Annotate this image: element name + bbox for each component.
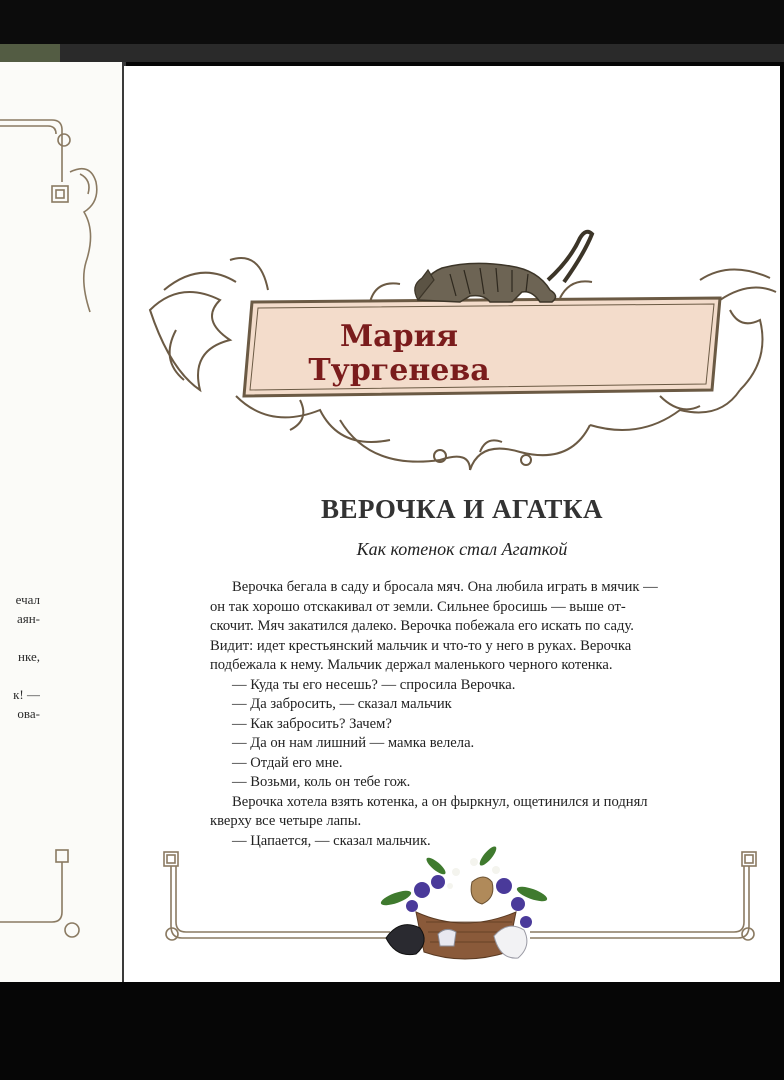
left-fragment: к! —	[13, 687, 40, 702]
left-page-text-fragments	[0, 590, 40, 723]
scan-top-shadow	[0, 44, 784, 62]
story-line: — Цапается, — сказал мальчик.	[232, 832, 431, 849]
story-line: — Отдай его мне.	[232, 754, 343, 771]
story-line: Видит: идет крестьянский мальчик и что-то у него в руках. Верочка	[210, 637, 632, 654]
story-line: — Да забросить, — сказал мальчик	[232, 696, 452, 712]
story-line: подбежала к нему. Мальчик держал маленького черного котенка.	[210, 657, 613, 673]
left-fragment	[0, 628, 40, 647]
author-name-last: Тургенева	[308, 353, 490, 388]
left-fragment: нке,	[18, 649, 40, 664]
left-fragment: ова-	[17, 706, 40, 721]
left-fragment	[0, 666, 40, 685]
story-line: Верочка бегала в саду и бросала мяч. Она любила играть в мячик —	[232, 579, 658, 595]
story-line: — Куда ты его несешь? — спросила Верочка.	[232, 676, 516, 693]
story-line: скочит. Мяч закатился далеко. Верочка побежала его искать по саду.	[210, 618, 634, 634]
scan-bottom-border	[0, 990, 784, 1080]
scan-top-leaf	[0, 44, 60, 62]
story-line: кверху все четыре лапы.	[210, 813, 362, 829]
left-fragment: ечал	[15, 592, 40, 607]
story-title: ВЕРОЧКА И АГАТКА	[320, 494, 604, 524]
story-line: — Возьми, коль он тебе гож.	[232, 774, 411, 790]
story-line: он так хорошо отскакивал от земли. Сильнее бросишь — выше от-	[210, 598, 626, 615]
story-line: — Как забросить? Зачем?	[232, 715, 392, 732]
author-name-first: Мария	[339, 319, 459, 354]
scan-top-border	[0, 0, 784, 62]
story-line: Верочка хотела взять котенка, а он фыркнул, ощетинился и поднял	[232, 793, 648, 810]
left-page-frame-ornament	[0, 62, 122, 982]
flower-basket-illustration	[376, 842, 552, 966]
left-page	[0, 62, 123, 982]
story-subtitle: Как котенок стал Агаткой	[356, 539, 568, 559]
story-text	[210, 578, 752, 851]
cat-illustration	[415, 232, 592, 302]
left-fragment: аян-	[16, 611, 40, 626]
story-line: — Да он нам лишний — мамка велела.	[232, 735, 475, 751]
